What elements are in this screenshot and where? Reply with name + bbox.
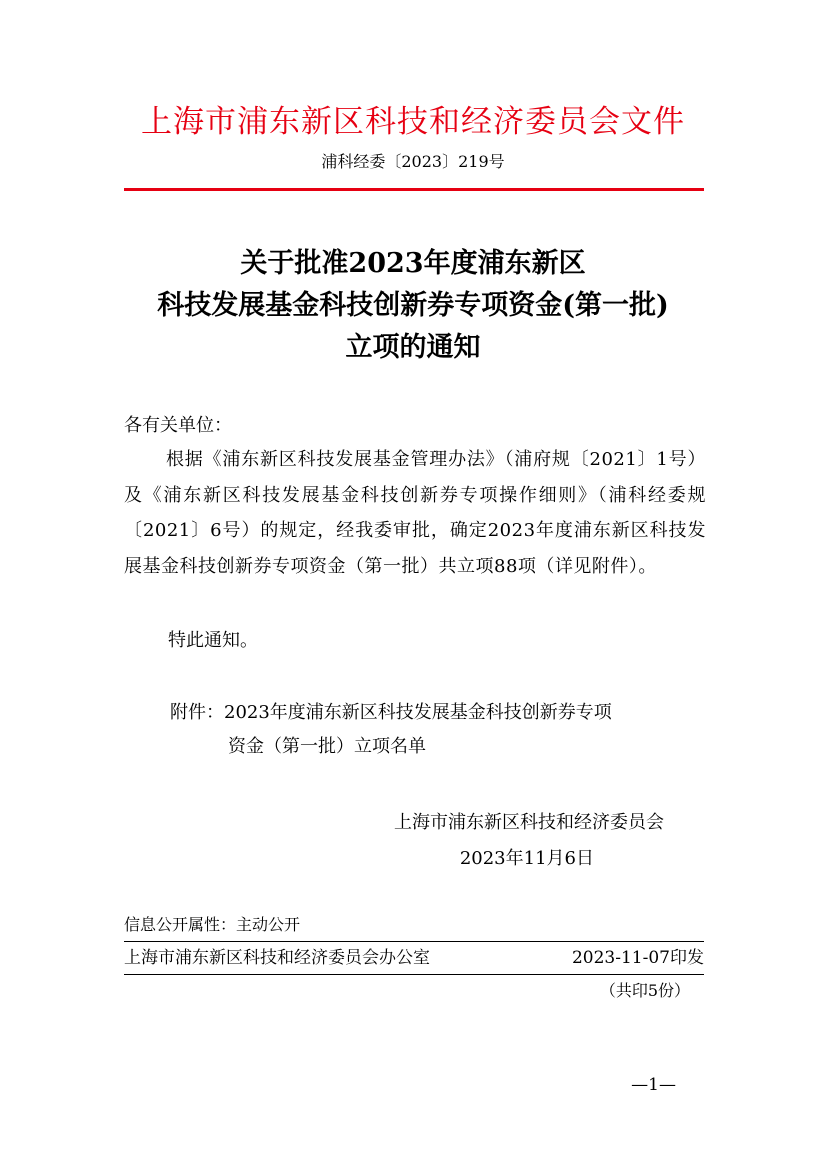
issuing-office: 上海市浦东新区科技和经济委员会办公室 [124, 948, 430, 968]
footer-rule-bottom [124, 974, 704, 975]
issuer-header: 上海市浦东新区科技和经济委员会文件 [141, 104, 685, 140]
print-date: 2023-11-07印发 [571, 948, 704, 968]
title-line-1: 关于批准2023年度浦东新区 [240, 248, 586, 279]
closing-remark: 特此通知。 [168, 630, 258, 651]
title-line-3: 立项的通知 [345, 332, 481, 363]
copies-count: （共印5份） [599, 981, 690, 1000]
attachment-line-1: 附件：2023年度浦东新区科技发展基金科技创新券专项 [170, 702, 612, 723]
red-divider [124, 188, 704, 191]
document-number: 浦科经委〔2023〕219号 [321, 152, 505, 171]
attachment-line-2: 资金（第一批）立项名单 [228, 736, 426, 757]
publicity-attribute: 信息公开属性：主动公开 [124, 915, 301, 934]
salutation: 各有关单位： [124, 415, 232, 436]
title-line-2: 科技发展基金科技创新券专项资金(第一批) [157, 290, 669, 321]
signing-date: 2023年11月6日 [459, 848, 594, 869]
footer-rule-top [124, 941, 704, 942]
signatory: 上海市浦东新区科技和经济委员会 [394, 812, 664, 833]
page-number: —1— [631, 1075, 676, 1095]
body-paragraph: 根据《浦东新区科技发展基金管理办法》（浦府规〔2021〕1号）及《浦东新区科技发展基金科技创新券专项操作细则》（浦科经委规〔2021〕6号）的规定，经我委审批，确定2023年度浦东新区科技发展基金科技创新券专项资金（第一批）共立项88项（详见附件）。 [124, 449, 706, 577]
